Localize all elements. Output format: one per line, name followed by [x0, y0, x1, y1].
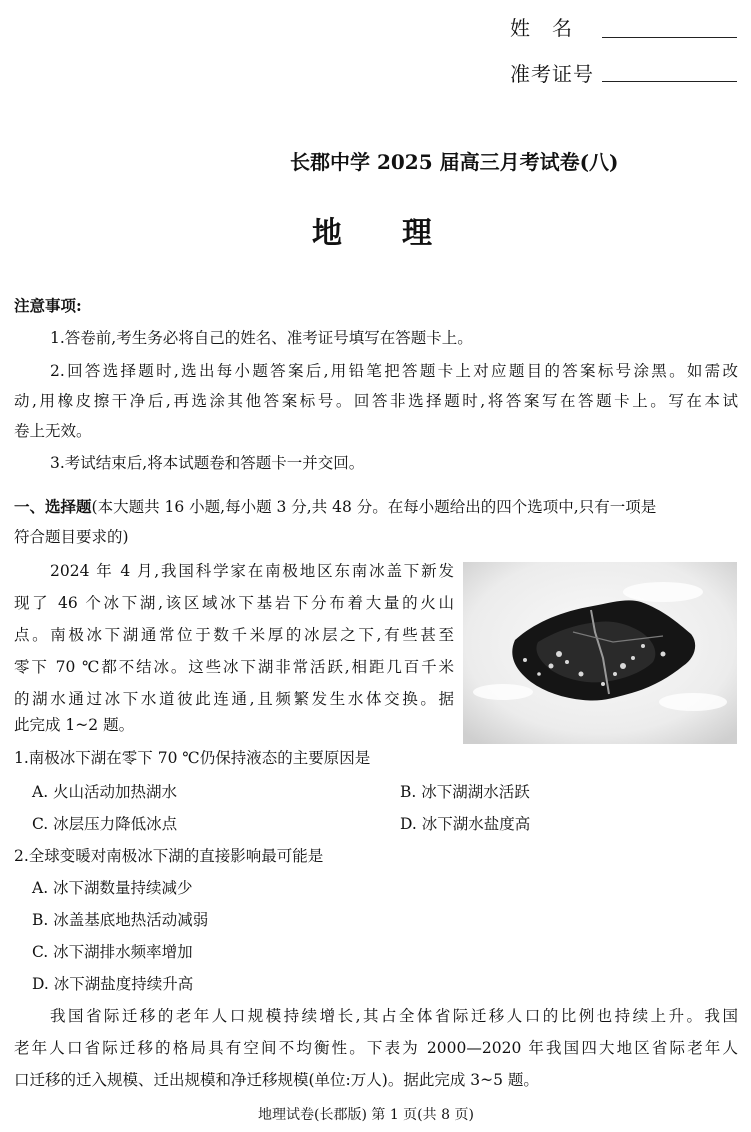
q2-option-c[interactable]: C. 冰下湖排水频率增加: [32, 943, 193, 961]
q1-option-a[interactable]: A. 火山活动加热湖水: [32, 783, 178, 801]
passage-line: 老年人口省际迁移的格局具有空间不均衡性。下表为 2000—2020 年我国四大地区省际老年人: [14, 1039, 738, 1057]
note-item: 卷上无效。: [14, 422, 92, 440]
q1-option-d[interactable]: D. 冰下湖水盐度高: [400, 815, 531, 833]
note-item: 动,用橡皮擦干净后,再选涂其他答案标号。回答非选择题时,将答案写在答题卡上。写在本试: [14, 392, 738, 410]
question-1-stem: 1.南极冰下湖在零下 70 ℃仍保持液态的主要原因是: [14, 749, 371, 767]
exam-title: 长郡中学 2025 届高三月考试卷(八): [290, 150, 619, 174]
passage-line: 零下 70 ℃都不结冰。这些冰下湖非常活跃,相距几百千米: [14, 658, 454, 676]
name-field[interactable]: [602, 37, 737, 38]
ice-hole-image: [463, 562, 737, 744]
subject-title: 地 理: [312, 216, 432, 251]
passage-line: 现了 46 个冰下湖,该区域冰下基岩下分布着大量的火山: [14, 594, 454, 612]
q2-option-d[interactable]: D. 冰下湖盐度持续升高: [32, 975, 194, 993]
ice-lake-photo: [463, 562, 737, 744]
question-2-stem: 2.全球变暖对南极冰下湖的直接影响最可能是: [14, 847, 324, 865]
q1-option-b[interactable]: B. 冰下湖湖水活跃: [400, 783, 530, 801]
passage-line: 点。南极冰下湖通常位于数千米厚的冰层之下,有些甚至: [14, 626, 454, 644]
note-item: 2.回答选择题时,选出每小题答案后,用铅笔把答题卡上对应题目的答案标号涂黑。如需改: [50, 362, 738, 380]
note-item: 3.考试结束后,将本试题卷和答题卡一并交回。: [50, 454, 365, 472]
section-desc-cont: 符合题目要求的): [14, 528, 129, 546]
q1-option-c[interactable]: C. 冰层压力降低冰点: [32, 815, 178, 833]
exam-id-field[interactable]: [602, 81, 737, 82]
passage-line: 我国省际迁移的老年人口规模持续增长,其占全体省际迁移人口的比例也持续上升。我国: [50, 1007, 738, 1025]
page-footer: 地理试卷(长郡版) 第 1 页(共 8 页): [258, 1107, 474, 1123]
note-item: 1.答卷前,考生务必将自己的姓名、准考证号填写在答题卡上。: [50, 329, 473, 347]
q2-option-b[interactable]: B. 冰盖基底地热活动减弱: [32, 911, 209, 929]
section-title: 一、选择题: [14, 497, 92, 516]
name-label: 姓 名: [510, 16, 573, 40]
exam-id-label: 准考证号: [510, 62, 594, 86]
passage-line: 的湖水通过冰下水道彼此连通,且频繁发生水体交换。据: [14, 690, 454, 708]
q2-option-a[interactable]: A. 冰下湖数量持续减少: [32, 879, 193, 897]
notes-heading: 注意事项:: [14, 296, 82, 315]
section-desc: (本大题共 16 小题,每小题 3 分,共 48 分。在每小题给出的四个选项中,只有一项是: [91, 498, 657, 516]
passage-line: 口迁移的迁入规模、迁出规模和净迁移规模(单位:万人)。据此完成 3~5 题。: [14, 1071, 539, 1089]
passage-line: 2024 年 4 月,我国科学家在南极地区东南冰盖下新发: [50, 562, 454, 580]
passage-line: 此完成 1~2 题。: [14, 716, 135, 734]
section-heading: [14, 497, 656, 517]
